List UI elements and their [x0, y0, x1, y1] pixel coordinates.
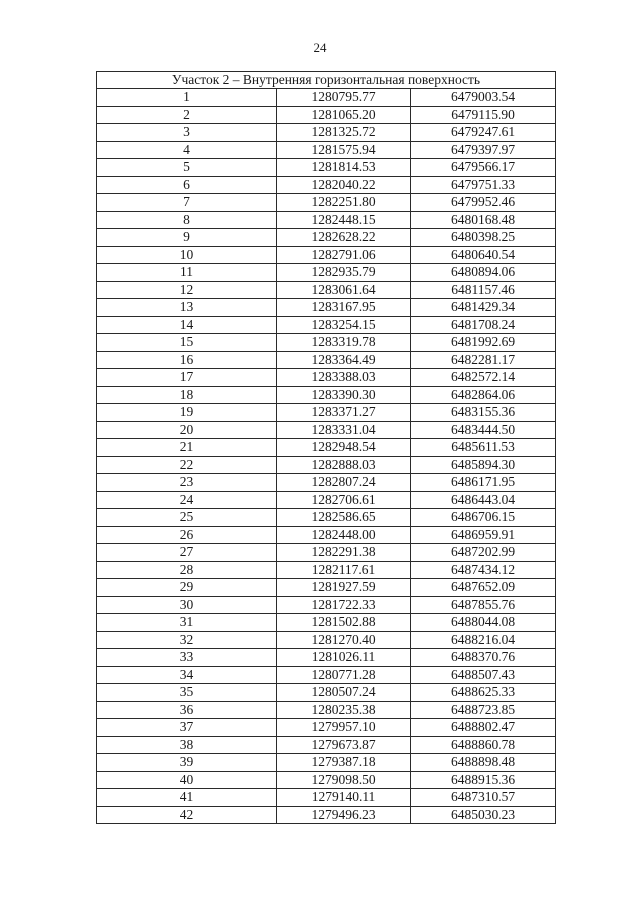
x-coordinate-cell: 1281927.59 — [277, 579, 411, 597]
table-row — [97, 334, 556, 352]
point-number-cell: 29 — [97, 579, 277, 597]
point-number-cell: 34 — [97, 666, 277, 684]
point-number-cell: 7 — [97, 194, 277, 212]
y-coordinate-cell: 6485611.53 — [411, 439, 556, 457]
point-number-cell: 42 — [97, 806, 277, 824]
x-coordinate-cell: 1281026.11 — [277, 649, 411, 667]
table-row — [97, 579, 556, 597]
y-coordinate-cell: 6483155.36 — [411, 404, 556, 422]
point-number-cell: 22 — [97, 456, 277, 474]
point-number-cell: 30 — [97, 596, 277, 614]
table-row — [97, 456, 556, 474]
point-number-cell: 11 — [97, 264, 277, 282]
y-coordinate-cell: 6488507.43 — [411, 666, 556, 684]
y-coordinate-cell: 6487310.57 — [411, 789, 556, 807]
y-coordinate-cell: 6485030.23 — [411, 806, 556, 824]
x-coordinate-cell: 1282888.03 — [277, 456, 411, 474]
table-title-row — [97, 72, 556, 89]
table-row — [97, 369, 556, 387]
x-coordinate-cell: 1282791.06 — [277, 246, 411, 264]
table-row — [97, 141, 556, 159]
table-row — [97, 229, 556, 247]
point-number-cell: 2 — [97, 106, 277, 124]
y-coordinate-cell: 6482281.17 — [411, 351, 556, 369]
x-coordinate-cell: 1282251.80 — [277, 194, 411, 212]
page-number: 24 — [313, 40, 327, 55]
point-number-cell: 26 — [97, 526, 277, 544]
point-number-cell: 27 — [97, 544, 277, 562]
table-row — [97, 649, 556, 667]
y-coordinate-cell: 6487434.12 — [411, 561, 556, 579]
table-title: Участок 2 – Внутренняя горизонтальная поверхность — [97, 72, 556, 89]
point-number-cell: 3 — [97, 124, 277, 142]
table-row — [97, 684, 556, 702]
y-coordinate-cell: 6488802.47 — [411, 719, 556, 737]
table-row — [97, 754, 556, 772]
x-coordinate-cell: 1282040.22 — [277, 176, 411, 194]
table-row — [97, 159, 556, 177]
point-number-cell: 5 — [97, 159, 277, 177]
table-row — [97, 89, 556, 107]
table-row — [97, 491, 556, 509]
y-coordinate-cell: 6479952.46 — [411, 194, 556, 212]
point-number-cell: 1 — [97, 89, 277, 107]
table-row — [97, 719, 556, 737]
table-row — [97, 246, 556, 264]
point-number-cell: 19 — [97, 404, 277, 422]
x-coordinate-cell: 1280771.28 — [277, 666, 411, 684]
y-coordinate-cell: 6481708.24 — [411, 316, 556, 334]
x-coordinate-cell: 1283319.78 — [277, 334, 411, 352]
x-coordinate-cell: 1283167.95 — [277, 299, 411, 317]
table-row — [97, 439, 556, 457]
table-row — [97, 194, 556, 212]
table-row — [97, 509, 556, 527]
y-coordinate-cell: 6488044.08 — [411, 614, 556, 632]
table-row — [97, 614, 556, 632]
point-number-cell: 25 — [97, 509, 277, 527]
x-coordinate-cell: 1282706.61 — [277, 491, 411, 509]
x-coordinate-cell: 1283061.64 — [277, 281, 411, 299]
x-coordinate-cell: 1283364.49 — [277, 351, 411, 369]
point-number-cell: 20 — [97, 421, 277, 439]
y-coordinate-cell: 6486959.91 — [411, 526, 556, 544]
x-coordinate-cell: 1282586.65 — [277, 509, 411, 527]
x-coordinate-cell: 1281270.40 — [277, 631, 411, 649]
y-coordinate-cell: 6488860.78 — [411, 736, 556, 754]
x-coordinate-cell: 1282807.24 — [277, 474, 411, 492]
y-coordinate-cell: 6488625.33 — [411, 684, 556, 702]
y-coordinate-cell: 6479566.17 — [411, 159, 556, 177]
y-coordinate-cell: 6488216.04 — [411, 631, 556, 649]
y-coordinate-cell: 6479751.33 — [411, 176, 556, 194]
point-number-cell: 33 — [97, 649, 277, 667]
y-coordinate-cell: 6480894.06 — [411, 264, 556, 282]
table-row — [97, 386, 556, 404]
y-coordinate-cell: 6480398.25 — [411, 229, 556, 247]
table-row — [97, 211, 556, 229]
y-coordinate-cell: 6482864.06 — [411, 386, 556, 404]
x-coordinate-cell: 1282935.79 — [277, 264, 411, 282]
y-coordinate-cell: 6487652.09 — [411, 579, 556, 597]
table-row — [97, 124, 556, 142]
table-row — [97, 631, 556, 649]
point-number-cell: 23 — [97, 474, 277, 492]
x-coordinate-cell: 1282448.15 — [277, 211, 411, 229]
table-row — [97, 544, 556, 562]
table-row — [97, 299, 556, 317]
y-coordinate-cell: 6481992.69 — [411, 334, 556, 352]
point-number-cell: 10 — [97, 246, 277, 264]
y-coordinate-cell: 6487855.76 — [411, 596, 556, 614]
point-number-cell: 9 — [97, 229, 277, 247]
point-number-cell: 8 — [97, 211, 277, 229]
x-coordinate-cell: 1279496.23 — [277, 806, 411, 824]
x-coordinate-cell: 1282628.22 — [277, 229, 411, 247]
table-row — [97, 264, 556, 282]
point-number-cell: 31 — [97, 614, 277, 632]
y-coordinate-cell: 6480168.48 — [411, 211, 556, 229]
y-coordinate-cell: 6479247.61 — [411, 124, 556, 142]
x-coordinate-cell: 1279140.11 — [277, 789, 411, 807]
y-coordinate-cell: 6488898.48 — [411, 754, 556, 772]
x-coordinate-cell: 1280507.24 — [277, 684, 411, 702]
table-row — [97, 421, 556, 439]
y-coordinate-cell: 6479397.97 — [411, 141, 556, 159]
table-row — [97, 404, 556, 422]
y-coordinate-cell: 6488915.36 — [411, 771, 556, 789]
y-coordinate-cell: 6486443.04 — [411, 491, 556, 509]
y-coordinate-cell: 6481157.46 — [411, 281, 556, 299]
table-row — [97, 806, 556, 824]
table-row — [97, 701, 556, 719]
y-coordinate-cell: 6488723.85 — [411, 701, 556, 719]
y-coordinate-cell: 6479003.54 — [411, 89, 556, 107]
x-coordinate-cell: 1281722.33 — [277, 596, 411, 614]
y-coordinate-cell: 6482572.14 — [411, 369, 556, 387]
x-coordinate-cell: 1279098.50 — [277, 771, 411, 789]
x-coordinate-cell: 1283390.30 — [277, 386, 411, 404]
x-coordinate-cell: 1281065.20 — [277, 106, 411, 124]
y-coordinate-cell: 6480640.54 — [411, 246, 556, 264]
x-coordinate-cell: 1281502.88 — [277, 614, 411, 632]
x-coordinate-cell: 1279957.10 — [277, 719, 411, 737]
y-coordinate-cell: 6479115.90 — [411, 106, 556, 124]
point-number-cell: 28 — [97, 561, 277, 579]
point-number-cell: 6 — [97, 176, 277, 194]
point-number-cell: 38 — [97, 736, 277, 754]
point-number-cell: 32 — [97, 631, 277, 649]
point-number-cell: 15 — [97, 334, 277, 352]
x-coordinate-cell: 1283371.27 — [277, 404, 411, 422]
point-number-cell: 4 — [97, 141, 277, 159]
table-row — [97, 596, 556, 614]
table-row — [97, 526, 556, 544]
table-row — [97, 281, 556, 299]
y-coordinate-cell: 6481429.34 — [411, 299, 556, 317]
table-row — [97, 316, 556, 334]
x-coordinate-cell: 1281325.72 — [277, 124, 411, 142]
y-coordinate-cell: 6488370.76 — [411, 649, 556, 667]
x-coordinate-cell: 1282291.38 — [277, 544, 411, 562]
point-number-cell: 13 — [97, 299, 277, 317]
point-number-cell: 37 — [97, 719, 277, 737]
point-number-cell: 39 — [97, 754, 277, 772]
point-number-cell: 14 — [97, 316, 277, 334]
x-coordinate-cell: 1283254.15 — [277, 316, 411, 334]
point-number-cell: 40 — [97, 771, 277, 789]
coordinates-table — [96, 71, 556, 824]
table-row — [97, 789, 556, 807]
table-row — [97, 771, 556, 789]
x-coordinate-cell: 1281814.53 — [277, 159, 411, 177]
x-coordinate-cell: 1283388.03 — [277, 369, 411, 387]
point-number-cell: 41 — [97, 789, 277, 807]
x-coordinate-cell: 1279673.87 — [277, 736, 411, 754]
y-coordinate-cell: 6485894.30 — [411, 456, 556, 474]
table-row — [97, 351, 556, 369]
point-number-cell: 18 — [97, 386, 277, 404]
point-number-cell: 36 — [97, 701, 277, 719]
x-coordinate-cell: 1280235.38 — [277, 701, 411, 719]
table-row — [97, 666, 556, 684]
y-coordinate-cell: 6486171.95 — [411, 474, 556, 492]
y-coordinate-cell: 6486706.15 — [411, 509, 556, 527]
point-number-cell: 24 — [97, 491, 277, 509]
x-coordinate-cell: 1282948.54 — [277, 439, 411, 457]
x-coordinate-cell: 1281575.94 — [277, 141, 411, 159]
point-number-cell: 16 — [97, 351, 277, 369]
x-coordinate-cell: 1282448.00 — [277, 526, 411, 544]
y-coordinate-cell: 6487202.99 — [411, 544, 556, 562]
x-coordinate-cell: 1283331.04 — [277, 421, 411, 439]
x-coordinate-cell: 1282117.61 — [277, 561, 411, 579]
table-body — [97, 89, 556, 824]
point-number-cell: 35 — [97, 684, 277, 702]
point-number-cell: 12 — [97, 281, 277, 299]
x-coordinate-cell: 1279387.18 — [277, 754, 411, 772]
table-row — [97, 106, 556, 124]
point-number-cell: 17 — [97, 369, 277, 387]
table-row — [97, 561, 556, 579]
table-row — [97, 176, 556, 194]
table-row — [97, 474, 556, 492]
table-row — [97, 736, 556, 754]
x-coordinate-cell: 1280795.77 — [277, 89, 411, 107]
y-coordinate-cell: 6483444.50 — [411, 421, 556, 439]
point-number-cell: 21 — [97, 439, 277, 457]
